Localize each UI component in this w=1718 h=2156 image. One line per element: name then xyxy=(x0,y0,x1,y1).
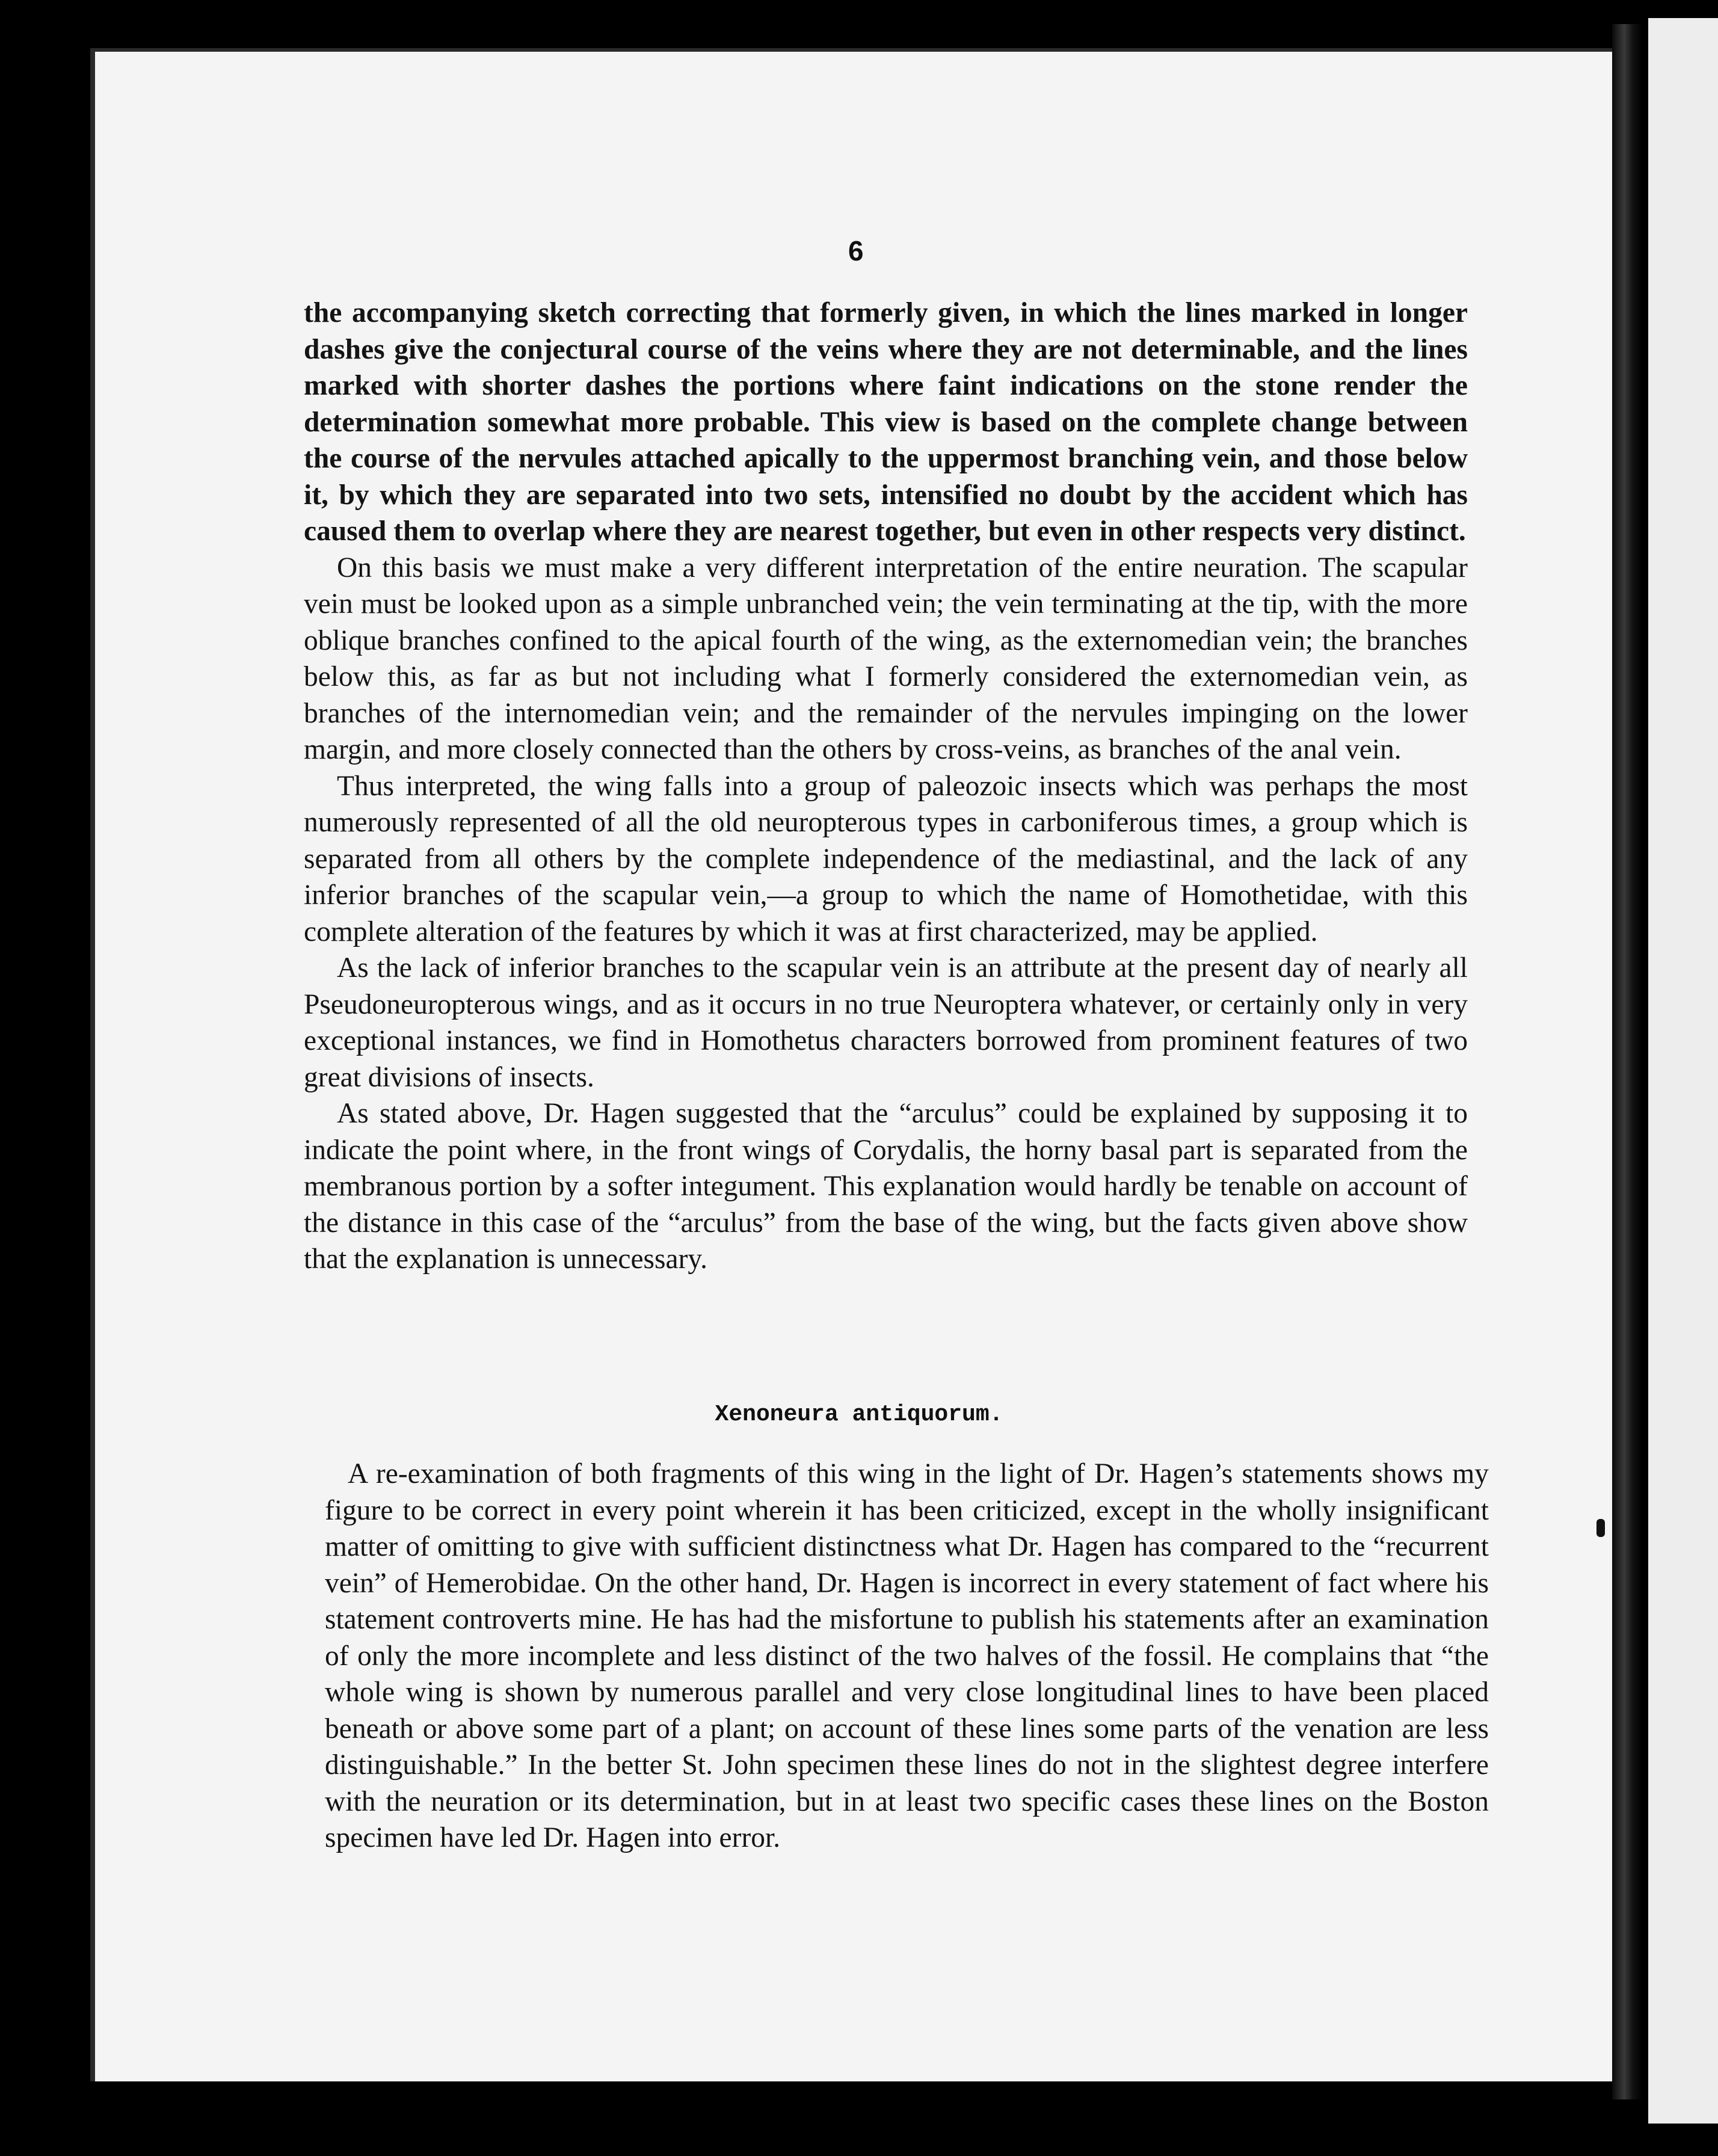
paragraph: A re-examination of both fragments of this wing in the light of Dr. Hagen’s statements shows my figure to be correct in every point wherein it has been criticized, except in the wholly insignificant matter of omitting to give with sufficient distinctness what Dr. Hagen has compared to the “recurrent vein” of Hemerobidae. On the other hand, Dr. Hagen is incorrect in every statement of fact where his statement controverts mine. He has had the misfortune to publish his statements after an examination of only the more incomplete and less distinct of the two halves of the fossil. He complains that “the whole wing is shown by numerous parallel and very close longitudinal lines to have been placed beneath or above some part of a plant; on account of these lines some parts of the venation are less distinguishable.” In the better St. John specimen these lines do not in the slightest degree interfere with the neuration or its determination, but in at least two specific cases these lines on the Boston specimen have led Dr. Hagen into error. xyxy=(325,1458,1489,1853)
paragraph: On this basis we must make a very different interpretation of the entire neuration. The scapular vein must be looked upon as a simple unbranched vein; the vein terminating at the tip, with the more oblique branches confined to the apical fourth of the wing, as the externomedian vein; the branches below this, as far as but not including what I formerly considered the externomedian vein, as branches of the internomedian vein; and the remainder of the nervules impinging on the lower margin, and more closely connected than the others by cross-veins, as branches of the anal vein. xyxy=(304,552,1468,765)
page-gutter-shadow xyxy=(1612,24,1642,2099)
paragraph: As the lack of inferior branches to the scapular vein is an attribute at the present day of nearly all Pseudoneuropterous wings, and as it occurs in no true Neuroptera whatever, or certainly only in very exceptional instances, we find in Homothetus characters borrowed from prominent features of two great divisions of insects. xyxy=(304,952,1468,1093)
section-heading: Xenoneura antiquorum. xyxy=(715,1402,1003,1428)
main-text-block xyxy=(304,295,1468,1278)
paragraph: the accompanying sketch correcting that formerly given, in which the lines marked in longer dashes give the conjectural course of the veins where they are not determinable, and the lines marked with shorter dashes the portions where faint indications on the stone render the determination somewhat more probable. This view is based on the complete change between the course of the nervules attached apically to the uppermost branching vein, and those below it, by which they are separated into two sets, intensified no doubt by the accident which has caused them to overlap where they are nearest together, but even in other respects very distinct. xyxy=(304,297,1468,547)
paragraph: As stated above, Dr. Hagen suggested that the “arculus” could be explained by supposing it to indicate the point where, in the front wings of Corydalis, the horny basal part is separated from the membranous portion by a softer integument. This explanation would hardly be tenable on account of the distance in this case of the “arculus” from the base of the wing, but the facts given above show that the explanation is unnecessary. xyxy=(304,1098,1468,1275)
section-text-block xyxy=(325,1456,1489,1856)
facing-page-edge xyxy=(1648,18,1718,2124)
binding-mark xyxy=(1596,1519,1605,1537)
paragraph: Thus interpreted, the wing falls into a group of paleozoic insects which was perhaps the most numerously represented of all the old neuropterous types in carboniferous times, a group which is separated from all others by the complete independence of the mediastinal, and the lack of any inferior branches of the scapular vein,—a group to which the name of Homothetidae, with this complete alteration of the features by which it was at first characterized, may be applied. xyxy=(304,770,1468,947)
page-number: 6 xyxy=(848,235,864,266)
